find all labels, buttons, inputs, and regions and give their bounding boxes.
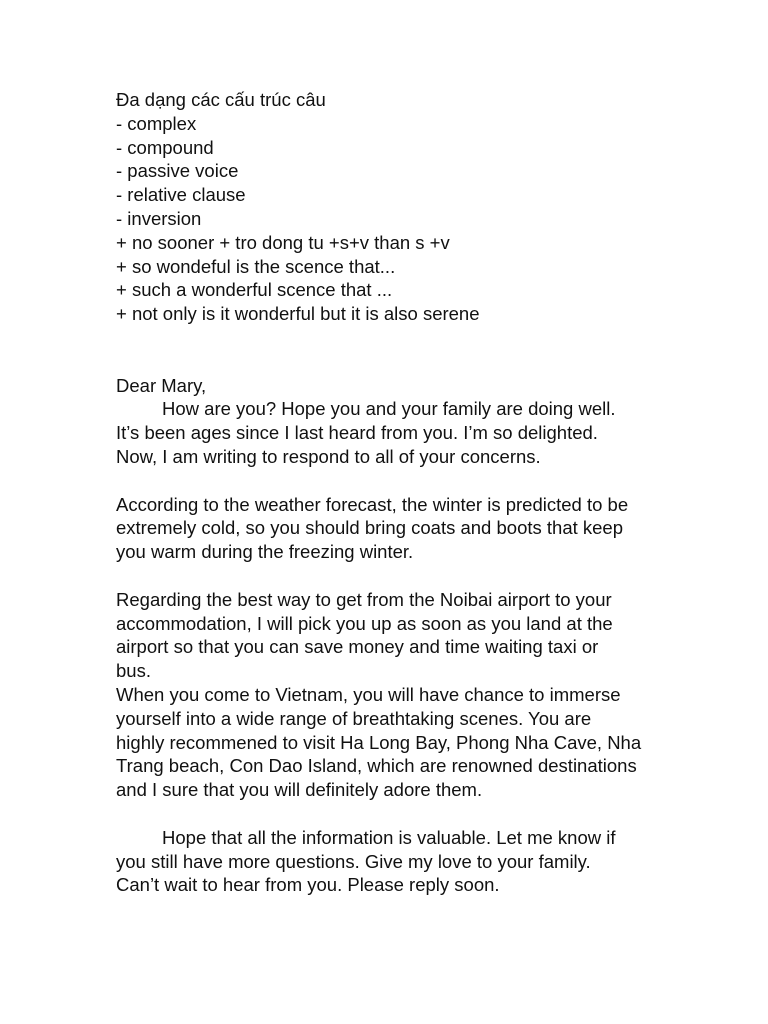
letter-paragraph-destinations <box>116 683 676 802</box>
letter-line: Trang beach, Con Dao Island, which are renowned destinations <box>116 755 637 777</box>
letter-line: When you come to Vietnam, you will have chance to immerse <box>116 683 621 705</box>
letter-paragraph-greeting <box>116 397 676 468</box>
letter-line: accommodation, I will pick you up as soon as you land at the <box>116 612 613 634</box>
notes-item: - complex <box>116 112 197 134</box>
letter-paragraph-transport <box>116 588 676 683</box>
letter-line: you still have more questions. Give my love to your family. <box>116 850 591 872</box>
letter-section <box>116 374 676 898</box>
notes-item: - compound <box>116 136 214 158</box>
notes-section <box>116 88 676 326</box>
paragraph-spacer <box>116 802 676 826</box>
paragraph-spacer <box>116 564 676 588</box>
letter-line: bus. <box>116 660 151 682</box>
notes-item: + no sooner + tro dong tu +s+v than s +v <box>116 231 450 253</box>
letter-line: yourself into a wide range of breathtaking scenes. You are <box>116 707 592 729</box>
letter-line: you warm during the freezing winter. <box>116 541 414 563</box>
letter-line: Now, I am writing to respond to all of your concerns. <box>116 445 541 467</box>
section-spacer <box>116 326 676 374</box>
letter-line: airport so that you can save money and time waiting taxi or <box>116 636 599 658</box>
notes-item: + not only is it wonderful but it is also serene <box>116 303 480 325</box>
letter-line: Can’t wait to hear from you. Please reply soon. <box>116 874 500 896</box>
letter-paragraph-closing <box>116 826 676 897</box>
letter-line: extremely cold, so you should bring coats and boots that keep <box>116 517 623 539</box>
notes-item: - relative clause <box>116 184 246 206</box>
notes-item: - passive voice <box>116 160 239 182</box>
letter-line: How are you? Hope you and your family are doing well. <box>162 398 616 420</box>
letter-paragraph-weather <box>116 493 676 564</box>
letter-line: According to the weather forecast, the winter is predicted to be <box>116 493 629 515</box>
letter-line: It’s been ages since I last heard from you. I’m so delighted. <box>116 422 598 444</box>
notes-item: - inversion <box>116 207 202 229</box>
letter-salutation: Dear Mary, <box>116 374 207 396</box>
notes-heading: Đa dạng các cấu trúc câu <box>116 89 326 110</box>
notes-item: + so wondeful is the scence that... <box>116 255 396 277</box>
paragraph-spacer <box>116 469 676 493</box>
document-page <box>116 88 676 897</box>
notes-item: + such a wonderful scence that ... <box>116 279 393 301</box>
letter-line: Hope that all the information is valuable. Let me know if <box>162 826 616 848</box>
letter-line: and I sure that you will definitely adore them. <box>116 779 483 801</box>
letter-line: Regarding the best way to get from the Noibai airport to your <box>116 588 612 610</box>
letter-line: highly recommened to visit Ha Long Bay, Phong Nha Cave, Nha <box>116 731 642 753</box>
